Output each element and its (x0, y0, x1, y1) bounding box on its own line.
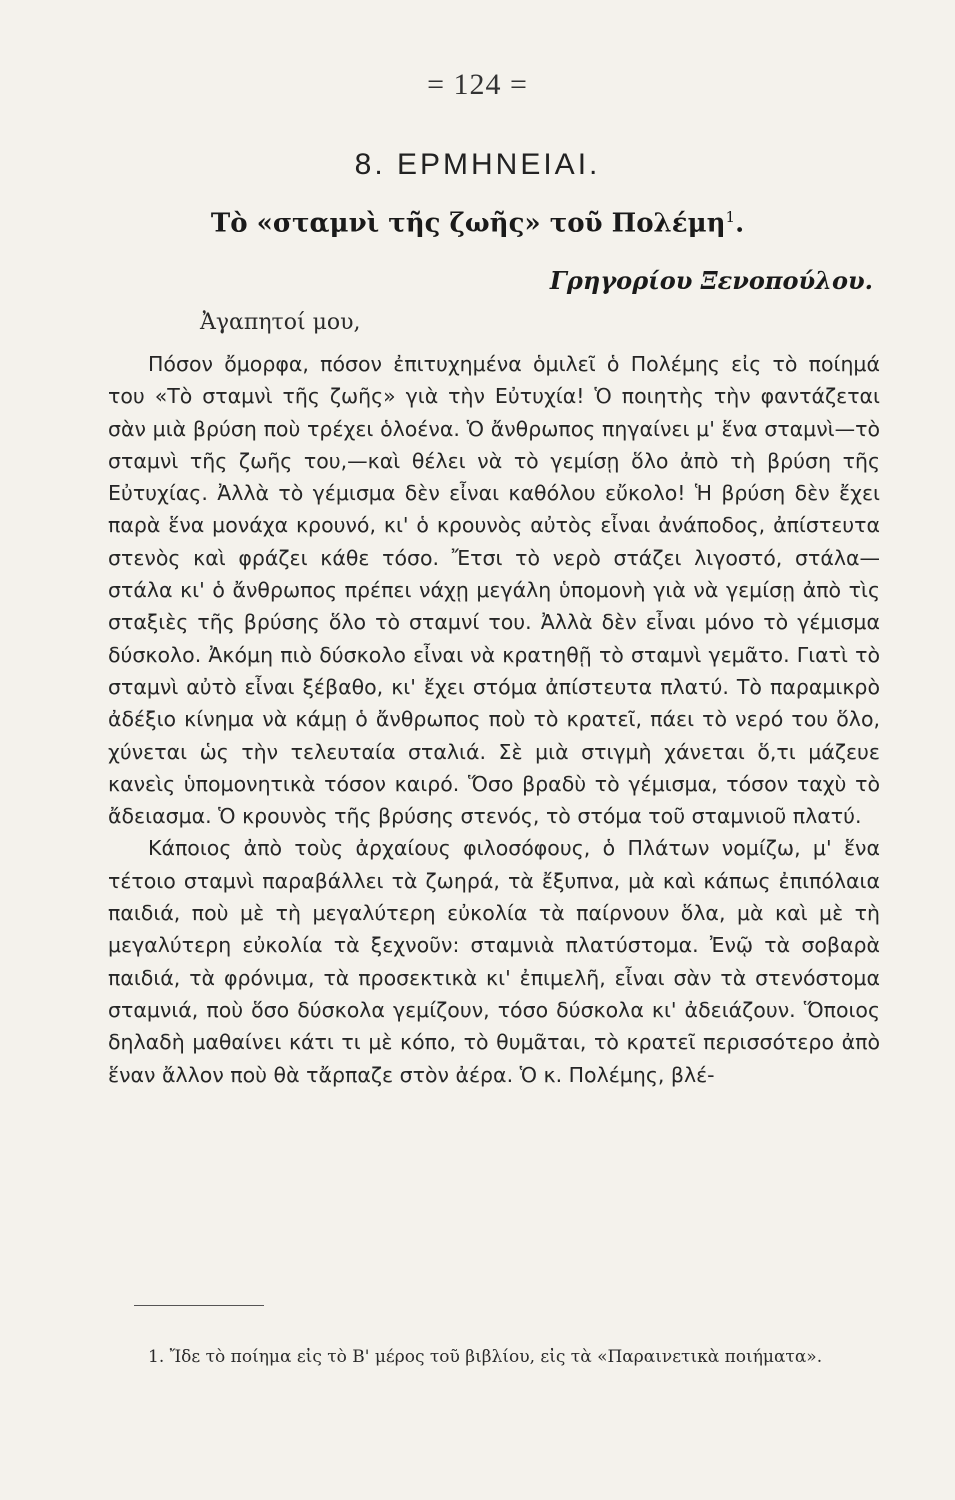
footnote-reference: 1 (725, 208, 736, 226)
paragraph-1: Πόσον ὄμορφα, πόσον ἐπιτυχημένα ὁμιλεῖ ὁ Πολέμης εἰς τὸ ποίημά του «Τὸ σταμνὶ τῆς ζωῆς» γιὰ τὴν Εὐτυχία! Ὁ ποιητὴς τὴν φαντάζεται σὰν μιὰ βρύση ποὺ τρέχει ὁλοένα. Ὁ ἄνθρωπος πηγαίνει μ' ἕνα σταμνὶ—τὸ σταμνὶ τῆς ζωῆς του,—καὶ θέλει νὰ τὸ γεμίσῃ ὅλο ἀπὸ τὴ βρύση τῆς Εὐτυχίας. Ἀλλὰ τὸ γέμισμα δὲν εἶναι καθόλου εὔκολο! Ἡ βρύση δὲν ἔχει παρὰ ἕνα μονάχα κρουνό, κι' ὁ κρουνὸς αὐτὸς εἶναι ἀνάποδος, ἀπίστευτα στενὸς καὶ φράζει κάθε τόσο. Ἔτσι τὸ νερὸ στάζει λιγοστό, στάλα— στάλα κι' ὁ ἄνθρωπος πρέπει νάχῃ μεγάλη ὑπομονὴ γιὰ νὰ γεμίσῃ ἀπὸ τὶς σταξιὲς τῆς βρύσης ὅλο τὸ σταμνί του. Ἀλλὰ δὲν εἶναι μόνο τὸ γέμισμα δύσκολο. Ἀκόμη πιὸ δύσκολο εἶναι νὰ κρατηθῇ τὸ σταμνὶ γεμᾶτο. Γιατὶ τὸ σταμνὶ αὐτὸ εἶναι ξέβαθο, κι' ἔχει στόμα ἀπίστευτα πλατύ. Τὸ παραμικρὸ ἀδέξιο κίνημα νὰ κάμῃ ὁ ἄνθρωπος ποὺ τὸ κρατεῖ, πάει τὸ νερό του ὅλο, χύνεται ὡς τὴν τελευταία σταλιά. Σὲ μιὰ στιγμὴ χάνεται ὅ,τι μάζευε κανεὶς ὑπομονητικὰ τόσον καιρό. Ὅσο βραδὺ τὸ γέμισμα, τόσον ταχὺ τὸ ἄδειασμα. Ὁ κρουνὸς τῆς βρύσης στενός, τὸ στόμα τοῦ σταμνιοῦ πλατύ. (108, 352, 880, 829)
author-name: Γρηγορίου Ξενοπούλου. (549, 266, 873, 295)
article-title-trailing: . (735, 208, 745, 239)
article-body (108, 348, 880, 1091)
section-heading: 8. ΕΡΜΗΝΕΙΑΙ. (354, 148, 601, 181)
footnote: 1. Ἴδε τὸ ποίημα εἰς τὸ Β' μέρος τοῦ βιβλίου, εἰς τὰ «Παραινετικὰ ποιήματα». (148, 1347, 823, 1367)
paragraph-2: Κάποιος ἀπὸ τοὺς ἀρχαίους φιλοσόφους, ὁ Πλάτων νομίζω, μ' ἕνα τέτοιο σταμνὶ παραβάλλει τὰ ζωηρά, τὰ ἔξυπνα, μὰ καὶ κάπως ἐπιπόλαια παιδιά, ποὺ μὲ τὴ μεγαλύτερη εὐκολία τὰ παίρνουν ὅλα, μὰ καὶ μὲ τὴ μεγαλύτερη εὐκολία τὰ ξεχνοῦν: σταμνιὰ πλατύστομα. Ἐνῷ τὰ σοβαρὰ παιδιά, τὰ φρόνιμα, τὰ προσεκτικὰ κι' ἐπιμελῆ, εἶναι σὰν τὰ στενόστομα σταμνιά, ποὺ ὅσο δύσκολα γεμίζουν, τόσο δύσκολα κι' ἀδειάζουν. Ὅποιος δηλαδὴ μαθαίνει κάτι τι μὲ κόπο, τὸ θυμᾶται, τὸ κρατεῖ περισσότερο ἀπὸ ἕναν ἄλλον ποὺ θὰ τἄρπαζε στὸν ἀέρα. Ὁ κ. Πολέμης, βλέ- (108, 836, 880, 1087)
article-title (0, 208, 955, 239)
footnote-divider (134, 1305, 264, 1306)
article-title-text: Τὸ «σταμνὶ τῆς ζωῆς» τοῦ Πολέμη (210, 208, 726, 239)
salutation: Ἀγαπητοί μου, (200, 310, 361, 335)
page-number: = 124 = (427, 68, 528, 101)
